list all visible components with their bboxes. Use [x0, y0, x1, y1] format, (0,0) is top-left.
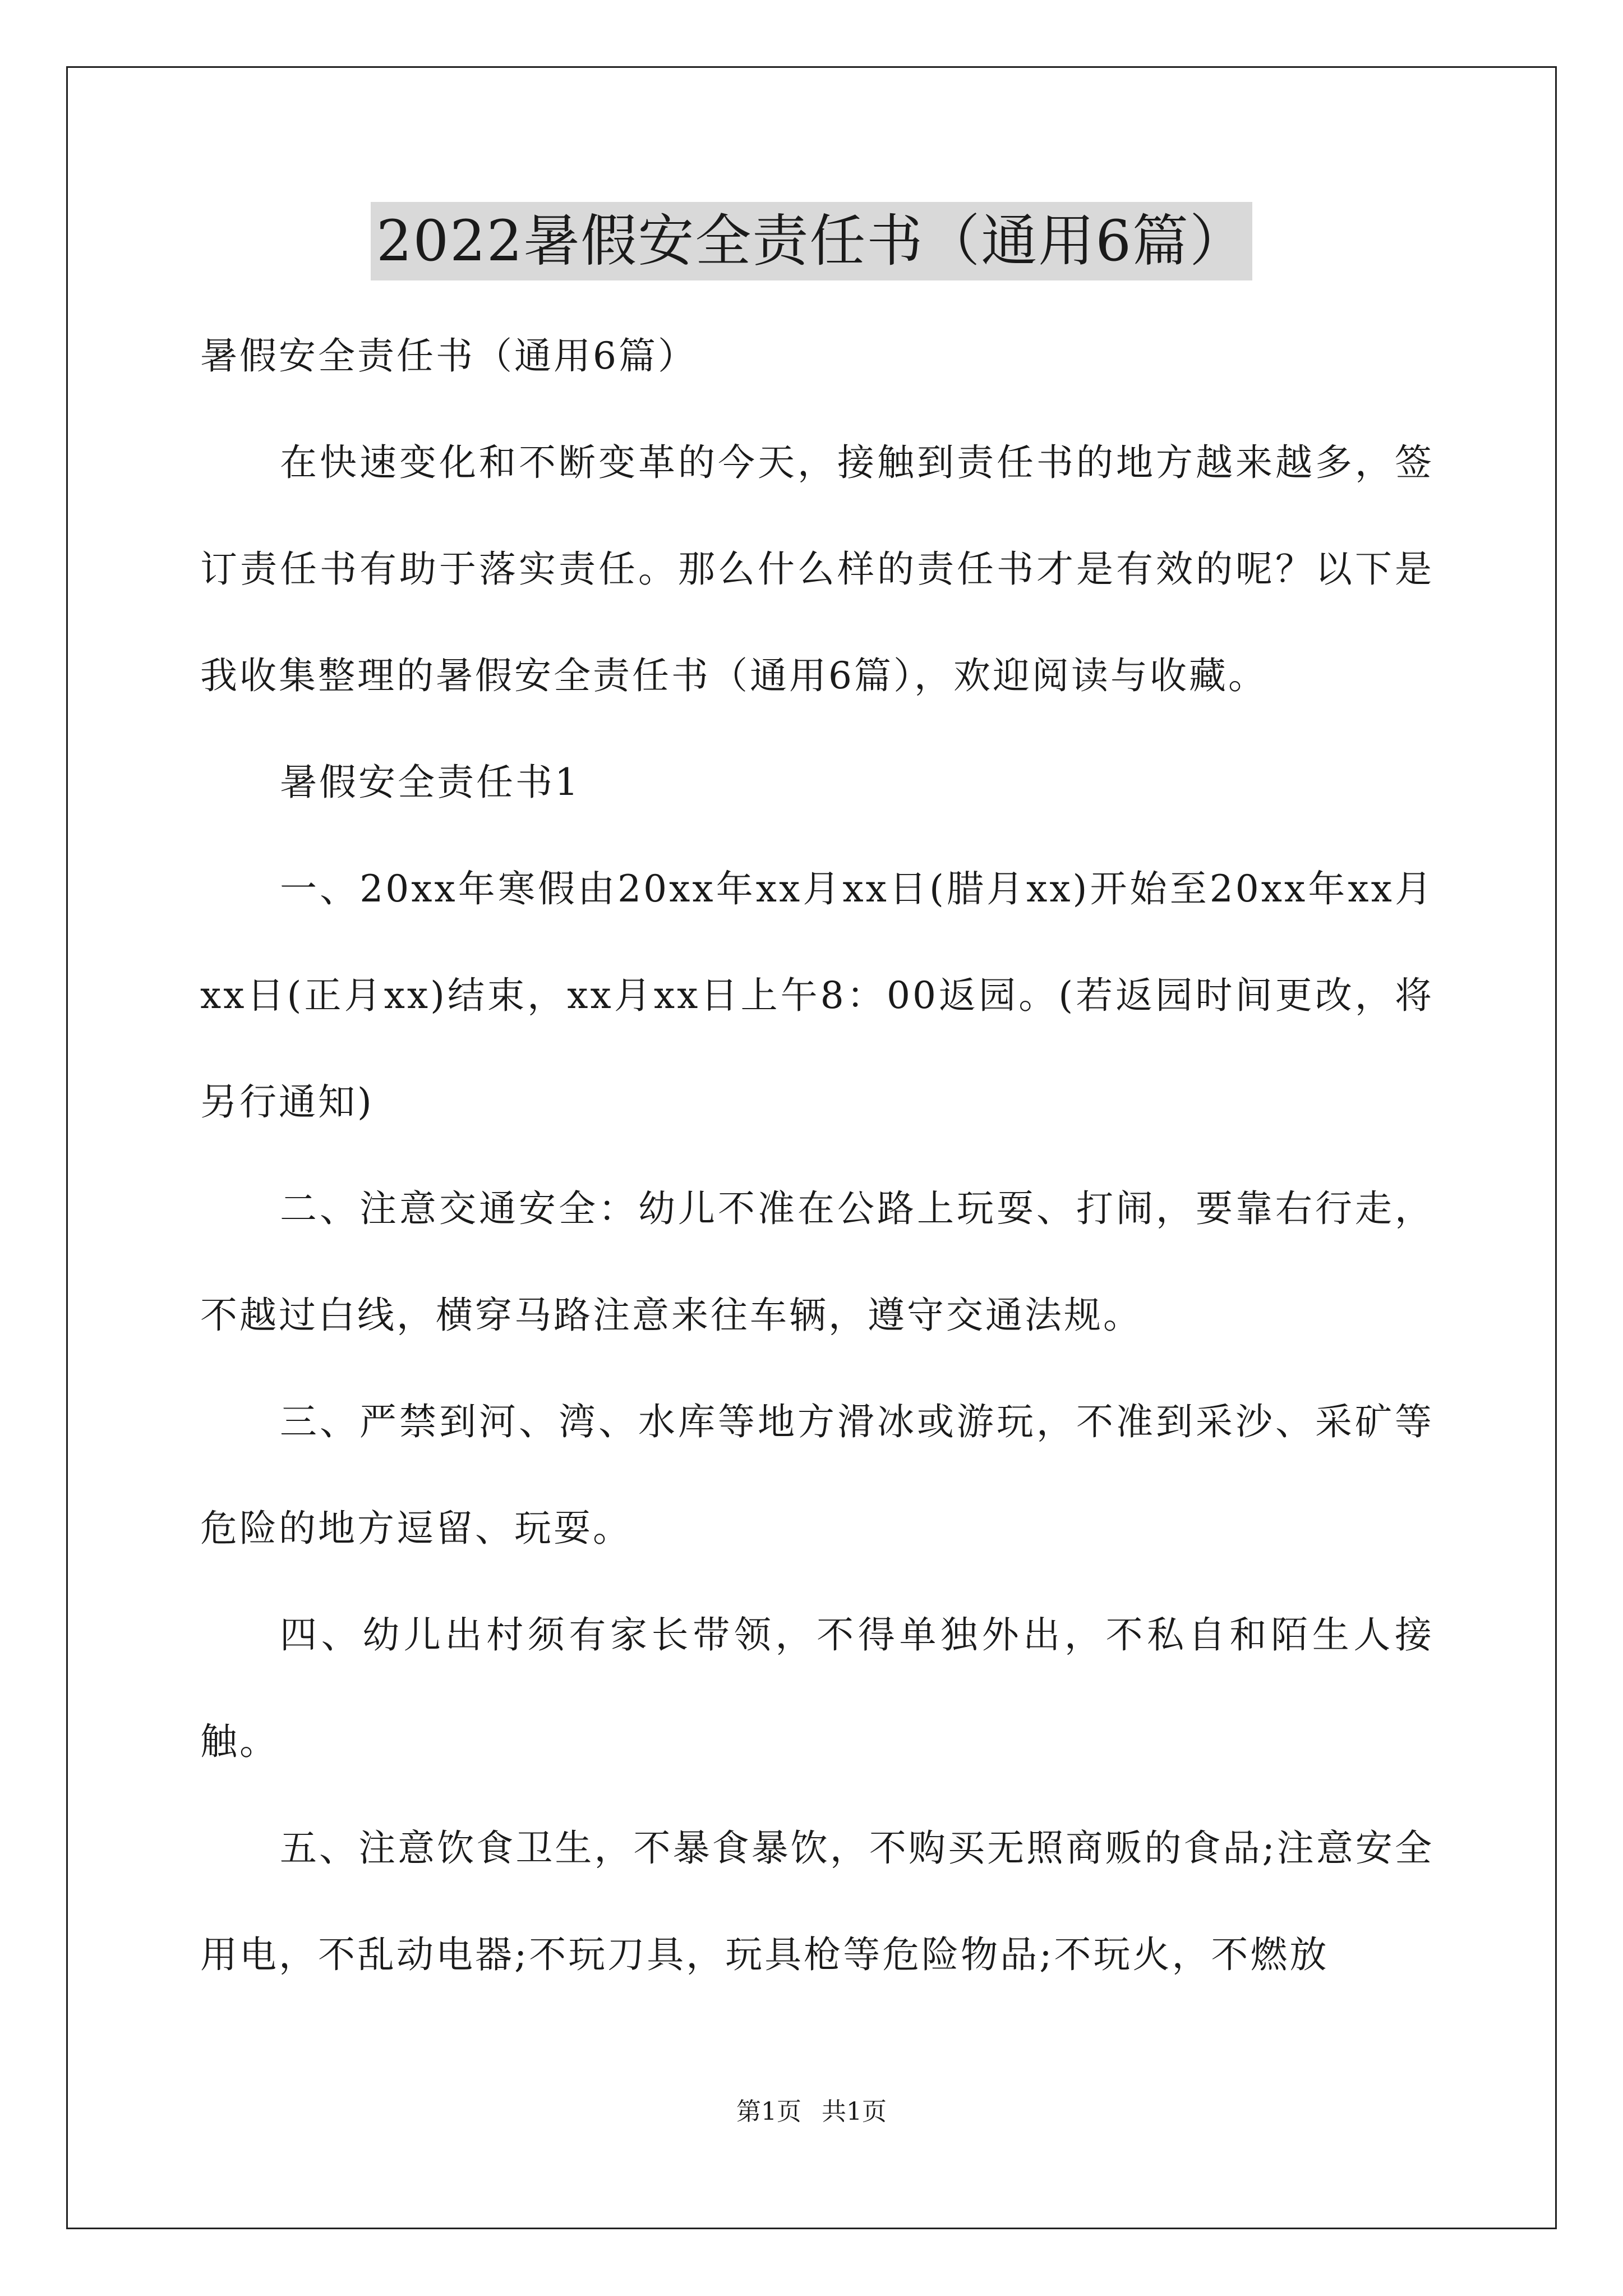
subtitle-paragraph: 暑假安全责任书（通用6篇） — [200, 334, 697, 378]
page-total: 共1页 — [822, 2097, 887, 2126]
clause-paragraph-3: 三、严禁到河、湾、水库等地方滑冰或游玩，不准到采沙、采矿等危险的地方逗留、玩耍。 — [200, 1400, 1434, 1550]
title-container — [0, 202, 1623, 280]
clause-paragraph-5: 五、注意饮食卫生，不暴食暴饮，不购买无照商贩的食品;注意安全用电，不乱动电器;不玩刀具，玩具枪等危险物品;不玩火，不燃放 — [200, 1826, 1434, 1976]
intro-paragraph: 在快速变化和不断变革的今天，接触到责任书的地方越来越多，签订责任书有助于落实责任。那么什么样的责任书才是有效的呢？以下是我收集整理的暑假安全责任书（通用6篇），欢迎阅读与收藏。 — [200, 441, 1434, 697]
section-heading: 暑假安全责任书1 — [280, 761, 580, 804]
page-number: 第1页 — [736, 2097, 801, 2126]
document-title: 2022暑假安全责任书（通用6篇） — [371, 202, 1252, 280]
page-footer — [0, 2095, 1623, 2129]
clause-paragraph-4: 四、幼儿出村须有家长带领，不得单独外出，不私自和陌生人接触。 — [200, 1613, 1434, 1763]
document-body — [200, 303, 1434, 2008]
clause-paragraph-2: 二、注意交通安全：幼儿不准在公路上玩耍、打闹，要靠右行走，不越过白线，横穿马路注意来往车辆，遵守交通法规。 — [200, 1187, 1434, 1337]
clause-paragraph-1: 一、20xx年寒假由20xx年xx月xx日(腊月xx)开始至20xx年xx月xx日(正月xx)结束，xx月xx日上午8：00返园。(若返园时间更改，将另行通知) — [200, 867, 1434, 1124]
